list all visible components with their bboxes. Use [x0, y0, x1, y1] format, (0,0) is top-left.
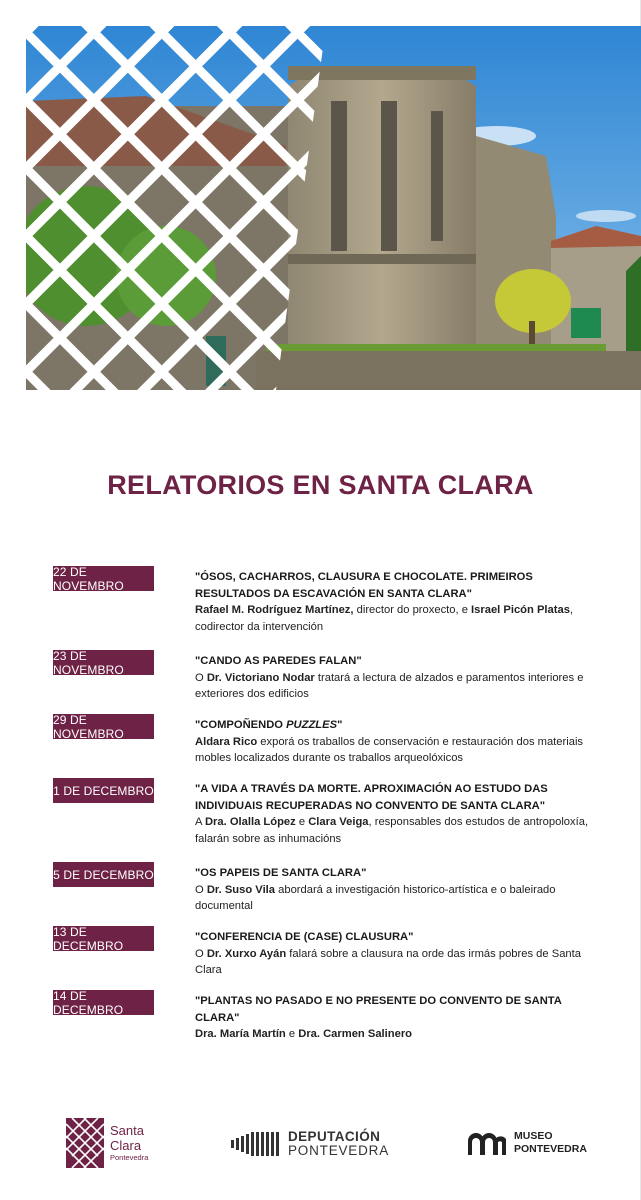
event-body	[195, 993, 600, 1043]
event-title: "CONFERENCIA DE (CASE) CLAUSURA"	[195, 931, 414, 943]
santa-clara-lattice-logo	[66, 1118, 104, 1168]
event-description-part: Dra. Olalla López	[204, 816, 296, 828]
deputacion-logo	[231, 1130, 389, 1158]
event-body	[195, 781, 600, 847]
event-date-badge: 22 DE NOVEMBRO	[53, 566, 154, 591]
event-description-part: e	[295, 816, 309, 828]
event-description-part: Dr. Victoriano Nodar	[206, 671, 315, 684]
event-title: "OS PAPEIS DE SANTA CLARA"	[195, 867, 367, 879]
event-description-part: Dr. Suso Vila	[206, 883, 276, 896]
santa-clara-line3: Pontevedra	[110, 1153, 149, 1162]
event-description-part: exporá os traballos de conservación e restauración dos materiais mobles localizados durante os traballos arqueolóxicos	[195, 735, 584, 764]
santa-clara-line2: Clara	[110, 1138, 142, 1153]
event-description-part: A	[195, 816, 205, 828]
event-date-badge: 1 DE DECEMBRO	[53, 778, 154, 803]
event-date-badge: 23 DE NOVEMBRO	[53, 650, 154, 675]
event-description-part: falará sobre a clausura na orde das irmás pobres de Santa Clara	[195, 947, 581, 976]
event-description-part: Dra. María Martín	[195, 1028, 286, 1040]
event-description-part: Clara Veiga	[308, 816, 369, 828]
event-description	[195, 602, 600, 635]
event-date-badge: 5 DE DECEMBRO	[53, 862, 154, 887]
event-title	[195, 717, 600, 734]
event-description-part: e	[285, 1028, 299, 1040]
event-description-part: Israel Picón Platas	[471, 604, 570, 616]
santa-clara-logo	[66, 1118, 148, 1168]
deputacion-bars-logo	[231, 1130, 283, 1158]
museo-arches-logo	[466, 1129, 508, 1157]
hero-top-mask	[0, 0, 320, 26]
event-description-part: , responsables dos estudos de antropoloxía, falarán sobre as inhumacións	[195, 816, 589, 845]
footer-logos	[0, 1110, 641, 1180]
event-description	[195, 946, 600, 979]
event-description-part: Dra. Carmen Salinero	[298, 1028, 413, 1040]
event-description-part: O	[195, 947, 207, 960]
event-title: "A VIDA A TRAVÉS DA MORTE. APROXIMACIÓN AO ESTUDO DAS INDIVIDUAIS RECUPERADAS NO CONVENTO DE SANTA CLARA"	[195, 783, 548, 812]
event-description-part: Dr. Xurxo Ayán	[206, 947, 287, 960]
event-description-part: O	[195, 883, 207, 896]
event-description	[195, 814, 600, 847]
event-title: "ÓSOS, CACHARROS, CLAUSURA E CHOCOLATE. PRIMEIROS RESULTADOS DA ESCAVACIÓN EN SANTA CLARA"	[195, 571, 533, 600]
museo-logo	[466, 1129, 587, 1157]
santa-clara-line1: Santa	[110, 1123, 144, 1138]
event-description-part: tratará a lectura de alzados e paramentos interiores e exteriores dos edificios	[195, 671, 584, 700]
deputacion-line1: DEPUTACIÓN	[288, 1129, 381, 1144]
event-title: "PLANTAS NO PASADO E NO PRESENTE DO CONVENTO DE SANTA CLARA"	[195, 995, 562, 1024]
event-description-part: O	[195, 671, 207, 684]
museo-line2: PONTEVEDRA	[514, 1143, 587, 1155]
event-title: "CANDO AS PAREDES FALAN"	[195, 655, 362, 667]
event-body	[195, 717, 600, 767]
event-description-part: abordará a investigación historico-artística e o baleirado documental	[195, 883, 556, 912]
event-description-part: Rafael M. Rodríguez Martínez,	[195, 604, 354, 616]
event-description	[195, 670, 600, 703]
event-description	[195, 1026, 600, 1043]
event-date-badge: 14 DE DECEMBRO	[53, 990, 154, 1015]
event-description-part: director do proxecto, e	[353, 604, 472, 616]
event-description	[195, 882, 600, 915]
page-title: RELATORIOS EN SANTA CLARA	[107, 470, 534, 500]
event-body	[195, 929, 600, 979]
event-title-part: "	[337, 719, 343, 731]
deputacion-line2: PONTEVEDRA	[288, 1143, 390, 1158]
event-date-badge: 29 DE NOVEMBRO	[53, 714, 154, 739]
event-description-part: Aldara Rico	[195, 735, 258, 748]
event-description	[195, 734, 600, 767]
church-photo	[26, 26, 641, 390]
event-body	[195, 569, 600, 635]
event-date-badge: 13 DE DECEMBRO	[53, 926, 154, 951]
museo-line1: MUSEO	[514, 1130, 553, 1142]
event-title-part: PUZZLES	[286, 719, 338, 731]
event-description-part: , codirector da intervención	[195, 604, 574, 633]
event-body	[195, 865, 600, 915]
event-body	[195, 653, 600, 703]
event-title-part: "COMPOÑENDO	[195, 719, 287, 731]
